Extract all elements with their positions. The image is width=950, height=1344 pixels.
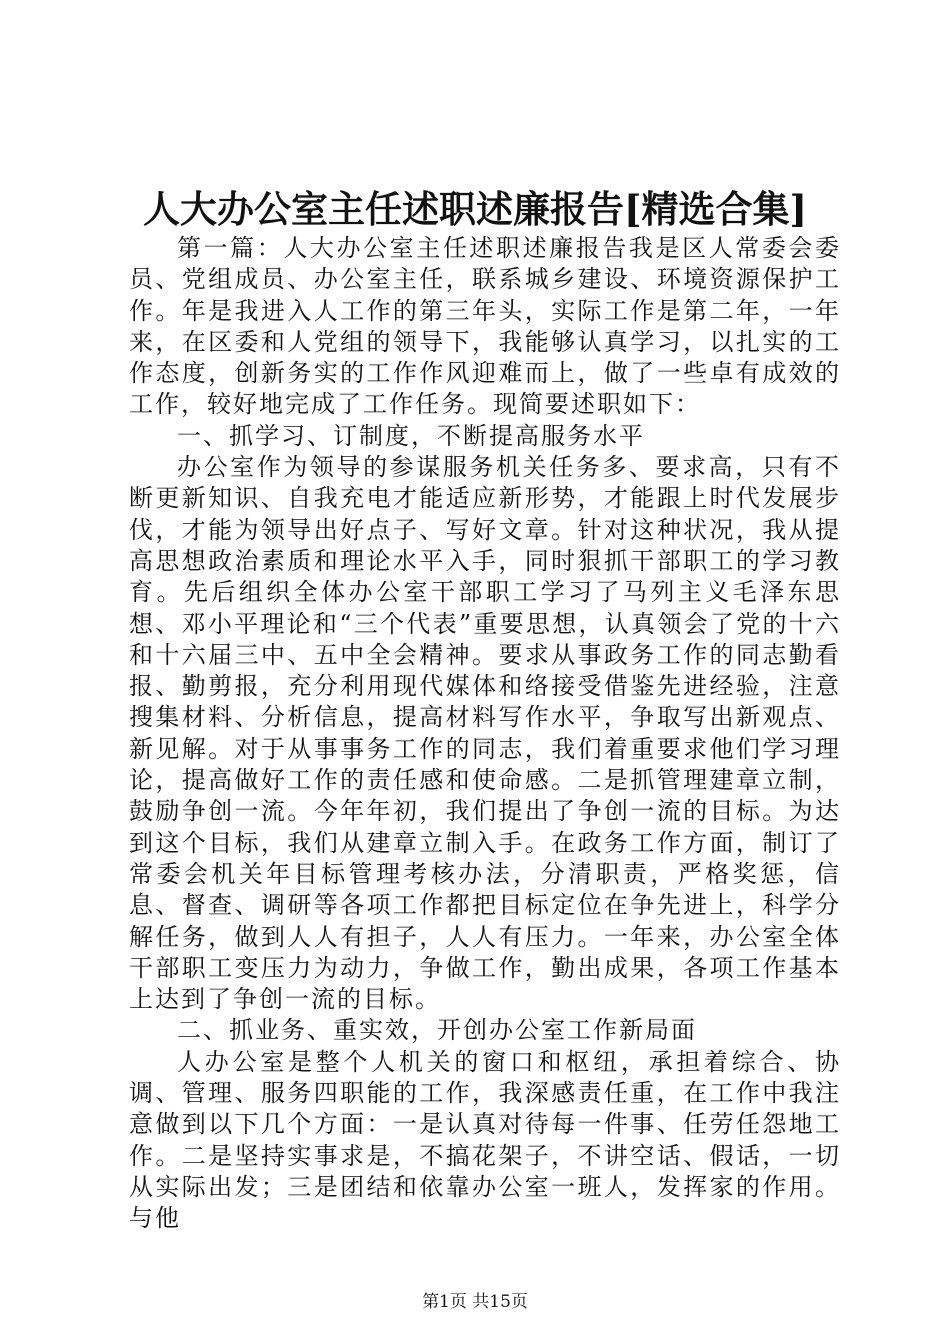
paragraph-intro: 第一篇：人大办公室主任述职述廉报告我是区人常委会委员、党组成员、办公室主任，联系城乡建设、环境资源保护工作。年是我进入人工作的第三年头，实际工作是第二年，一年来，在区委和人党组的领导下，我能够认真学习，以扎实的工作态度，创新务实的工作作风迎难而上，做了一些卓有成效的工作，较好地完成了工作任务。现简要述职如下： [129, 234, 841, 419]
paragraph-section-1: 办公室作为领导的参谋服务机关任务多、要求高，只有不断更新知识、自我充电才能适应新形势，才能跟上时代发展步伐，才能为领导出好点子、写好文章。针对这种状况，我从提高思想政治素质和理论水平入手，同时狠抓干部职工的学习教育。先后组织全体办公室干部职工学习了马列主义毛泽东思想、邓小平理论和“三个代表”重要思想，认真领会了党的十六和十六届三中、五中全会精神。要求从事政务工作的同志勤看报、勤剪报，充分利用现代媒体和络接受借鉴先进经验，注意搜集材料、分析信息，提高材料写作水平，争取写出新观点、新见解。对于从事事务工作的同志，我们着重要求他们学习理论，提高做好工作的责任感和使命感。二是抓管理建章立制，鼓励争创一流。今年年初，我们提出了争创一流的目标。为达到这个目标，我们从建章立制入手。在政务工作方面，制订了常委会机关年目标管理考核办法，分清职责，严格奖惩，信息、督查、调研等各项工作都把目标定位在争先进上，科学分解任务，做到人人有担子，人人有压力。一年来，办公室全体干部职工变压力为动力，争做工作，勤出成果，各项工作基本上达到了争创一流的目标。 [129, 453, 841, 1014]
paragraph-section-2: 人办公室是整个人机关的窗口和枢纽，承担着综合、协调、管理、服务四职能的工作，我深感责任重，在工作中我注意做到以下几个方面：一是认真对待每一件事、任劳任怨地工作。二是坚持实事求是，不搞花架子，不讲空话、假话，一切从实际出发；三是团结和依靠办公室一班人，发挥家的作用。与他 [129, 1047, 841, 1233]
section-heading-1: 一、抓学习、订制度，不断提高服务水平 [177, 421, 645, 450]
document-body [129, 233, 841, 1235]
page-number-footer: 第1页 共15页 [422, 1292, 528, 1312]
document-title: 人大办公室主任述职述廉报告[精选合集] [142, 187, 807, 231]
section-heading-2: 二、抓业务、重实效，开创办公室工作新局面 [177, 1016, 697, 1045]
